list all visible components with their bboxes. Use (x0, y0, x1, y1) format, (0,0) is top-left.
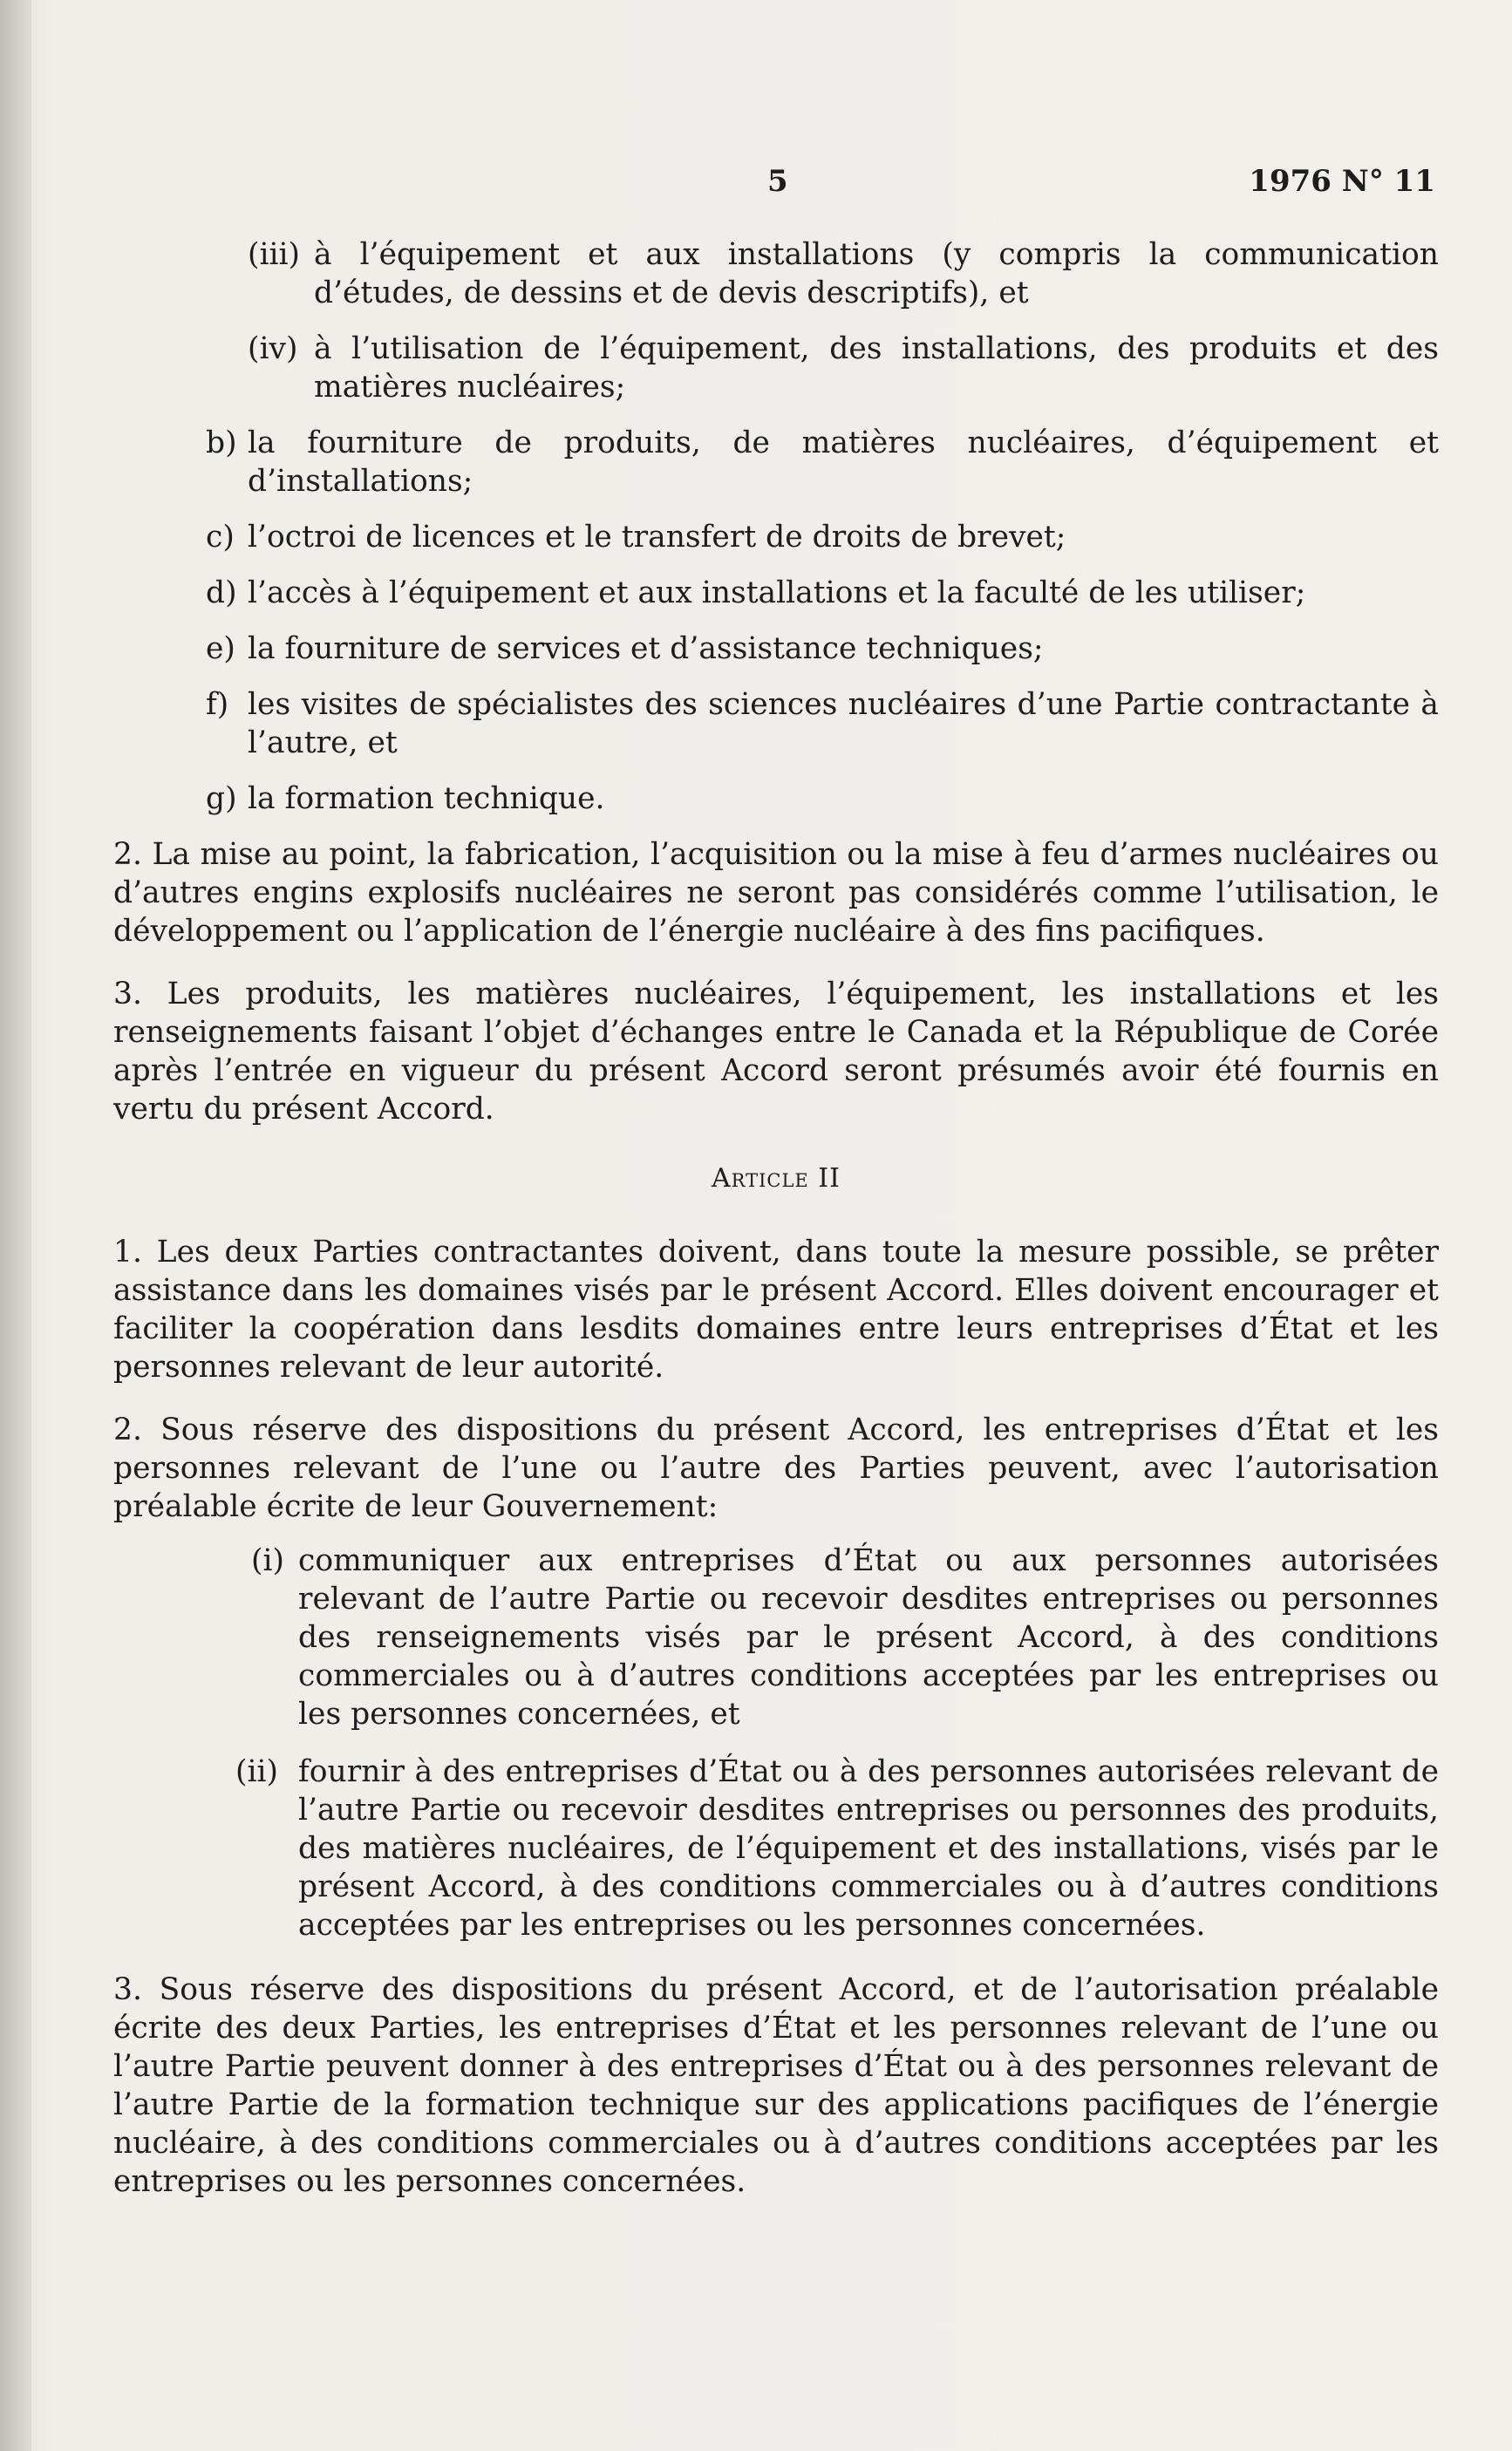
item-label: f) (206, 687, 229, 722)
item-text: les visites de spécialistes des sciences nucléaires d’une Partie contractante à l’autre, et (248, 687, 1439, 760)
item-text: la fourniture de produits, de matières nucléaires, d’équipement et d’installations; (248, 426, 1439, 499)
binding-edge (0, 0, 31, 2451)
year-and-number: 1976 N° 11 (1249, 164, 1435, 199)
list-item (113, 424, 1439, 500)
body-text (113, 235, 1439, 2225)
paragraph-3: 3. Les produits, les matières nucléaires, l’équipement, les installations et les renseignements faisant l’objet d’échanges entre le Canada et la République de Corée après l’entrée en vigueur du présent Accord seront présumés avoir été fournis en vertu du présent Accord. (113, 977, 1439, 1127)
page-header (0, 157, 1512, 209)
item-label: b) (206, 426, 237, 460)
article-heading: Article II (712, 1163, 841, 1194)
item-text: la formation technique. (248, 781, 605, 816)
item-label: e) (206, 631, 235, 666)
item-text: la fourniture de services et d’assistance techniques; (248, 631, 1044, 666)
item-text: l’accès à l’équipement et aux installations et la faculté de les utiliser; (248, 575, 1306, 610)
item-label: c) (206, 520, 235, 555)
article-2-paragraph-2: 2. Sous réserve des dispositions du présent Accord, les entreprises d’État et les personnes relevant de l’une ou l’autre des Parties peuvent, avec l’autorisation préalable écrite de leur Gouvernement: (113, 1413, 1439, 1524)
item-label: g) (206, 781, 237, 816)
article-2-subparagraphs (113, 1542, 1439, 1944)
list-item (113, 330, 1439, 406)
item-text: à l’utilisation de l’équipement, des installations, des produits et des matières nucléaires; (314, 331, 1439, 405)
item-label: (i) (251, 1543, 284, 1578)
list-item (113, 235, 1439, 312)
article-2-paragraph-3: 3. Sous réserve des dispositions du présent Accord, et de l’autorisation préalable écrite des deux Parties, les entreprises d’État et les personnes relevant de l’une ou l’autre Partie peuvent donner à des entreprises d’État ou à des personnes relevant de l’autre Partie de la formation technique sur des applications pacifiques de l’énergie nucléaire, à des conditions commerciales ou à d’autres conditions acceptées par les entreprises ou les personnes concernées. (113, 1972, 1439, 2199)
item-text: communiquer aux entreprises d’État ou aux personnes autorisées relevant de l’autre Partie ou recevoir desdites entreprises ou personnes des renseignements visés par le présent Accord, à des conditions commerciales ou à d’autres conditions acceptées par les entreprises ou les personnes concernées, et (298, 1543, 1439, 1732)
list-item (113, 685, 1439, 762)
item-text: fournir à des entreprises d’État ou à des personnes autorisées relevant de l’autre Partie ou recevoir desdites entreprises ou personnes des produits, des matières nucléaires, de l’équipement et des installations, visés par le présent Accord, à des conditions commerciales ou à d’autres conditions acceptées par les entreprises ou les personnes concernées. (298, 1754, 1439, 1943)
paragraph-2: 2. La mise au point, la fabrication, l’acquisition ou la mise à feu d’armes nucléaires ou d’autres engins explosifs nucléaires ne seront pas considérés comme l’utilisation, le développement ou l’application de l’énergie nucléaire à des fins pacifiques. (113, 837, 1439, 949)
page-number: 5 (767, 164, 788, 199)
item-text: l’octroi de licences et le transfert de droits de brevet; (248, 520, 1066, 555)
item-label: (iii) (248, 237, 301, 272)
item-label: (ii) (235, 1754, 278, 1789)
item-text: à l’équipement et aux installations (y compris la communication d’études, de dessins et de devis descriptifs), et (314, 237, 1439, 310)
item-label: (iv) (248, 331, 298, 366)
article-2-paragraph-1: 1. Les deux Parties contractantes doivent, dans toute la mesure possible, se prêter assistance dans les domaines visés par le présent Accord. Elles doivent encourager et faciliter la coopération dans lesdits domaines entre leurs entreprises d’État et les personnes relevant de leur autorité. (113, 1235, 1439, 1385)
list-item (113, 574, 1439, 612)
list-item (113, 1542, 1439, 1733)
item-label: d) (206, 575, 237, 610)
list-item (113, 630, 1439, 668)
list-item (113, 518, 1439, 556)
list-item (113, 1753, 1439, 1944)
list-item (113, 780, 1439, 818)
